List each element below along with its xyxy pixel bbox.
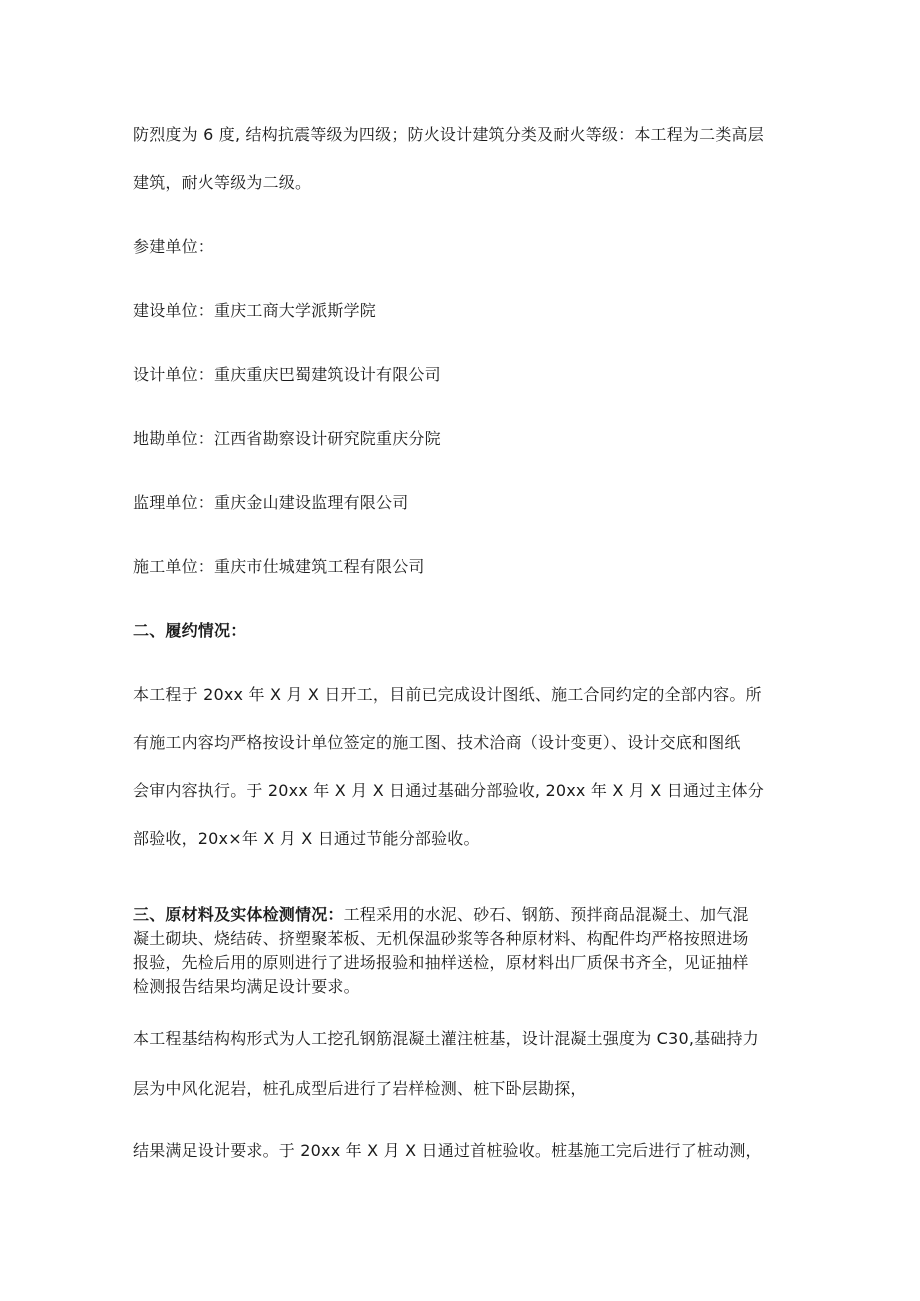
section-2-line-2: 有施工内容均严格按设计单位签定的施工图、技术洽商（设计变更）、设计交底和图纸 xyxy=(133,733,741,752)
participant-construction-unit: 建设单位：重庆工商大学派斯学院 xyxy=(133,301,377,320)
participant-supervision-unit: 监理单位：重庆金山建设监理有限公司 xyxy=(133,493,409,512)
section-2-line-3: 会审内容执行。于 20xx 年 X 月 X 日通过基础分部验收, 20xx 年 X 月 X 日通过主体分 xyxy=(133,781,764,800)
section-3-line-3: 报验，先检后用的原则进行了进场报验和抽样送检，原材料出厂质保书齐全，见证抽样 xyxy=(133,953,749,972)
participant-survey-unit: 地勘单位：江西省勘察设计研究院重庆分院 xyxy=(133,429,441,448)
participants-heading: 参建单位： xyxy=(133,237,215,256)
section-3-line-1: 工程采用的水泥、砂石、钢筋、预拌商品混凝土、加气混 xyxy=(343,905,749,924)
foundation-line-3: 结果满足设计要求。于 20xx 年 X 月 X 日通过首桩验收。桩基施工完后进行了桩动测， xyxy=(133,1141,762,1160)
section-2-line-1: 本工程于 20xx 年 X 月 X 日开工，目前已完成设计图纸、施工合同约定的全部内容。所 xyxy=(133,685,762,704)
section-3-line-4: 检测报告结果均满足设计要求。 xyxy=(133,977,360,996)
foundation-line-2: 层为中风化泥岩，桩孔成型后进行了岩样检测、桩下卧层勘探， xyxy=(133,1079,587,1098)
participant-design-unit: 设计单位：重庆重庆巴蜀建筑设计有限公司 xyxy=(133,365,441,384)
section-2-line-4: 部验收，20x×年 X 月 X 日通过节能分部验收。 xyxy=(133,829,480,848)
section-3-heading: 三、原材料及实体检测情况： xyxy=(133,905,344,924)
section-3-paragraph xyxy=(133,903,793,999)
foundation-line-1: 本工程基结构构形式为人工挖孔钢筋混凝土灌注桩基，设计混凝土强度为 C30,基础持力 xyxy=(133,1029,759,1048)
section-3-line-2: 凝土砌块、烧结砖、挤塑聚苯板、无机保温砂浆等各种原材料、构配件均严格按照进场 xyxy=(133,929,749,948)
participant-contractor-unit: 施工单位：重庆市仕城建筑工程有限公司 xyxy=(133,557,425,576)
intro-line-2: 建筑，耐火等级为二级。 xyxy=(133,173,312,192)
intro-line-1: 防烈度为 6 度, 结构抗震等级为四级；防火设计建筑分类及耐火等级：本工程为二类高层 xyxy=(133,125,764,144)
section-2-heading: 二、履约情况： xyxy=(133,621,247,640)
